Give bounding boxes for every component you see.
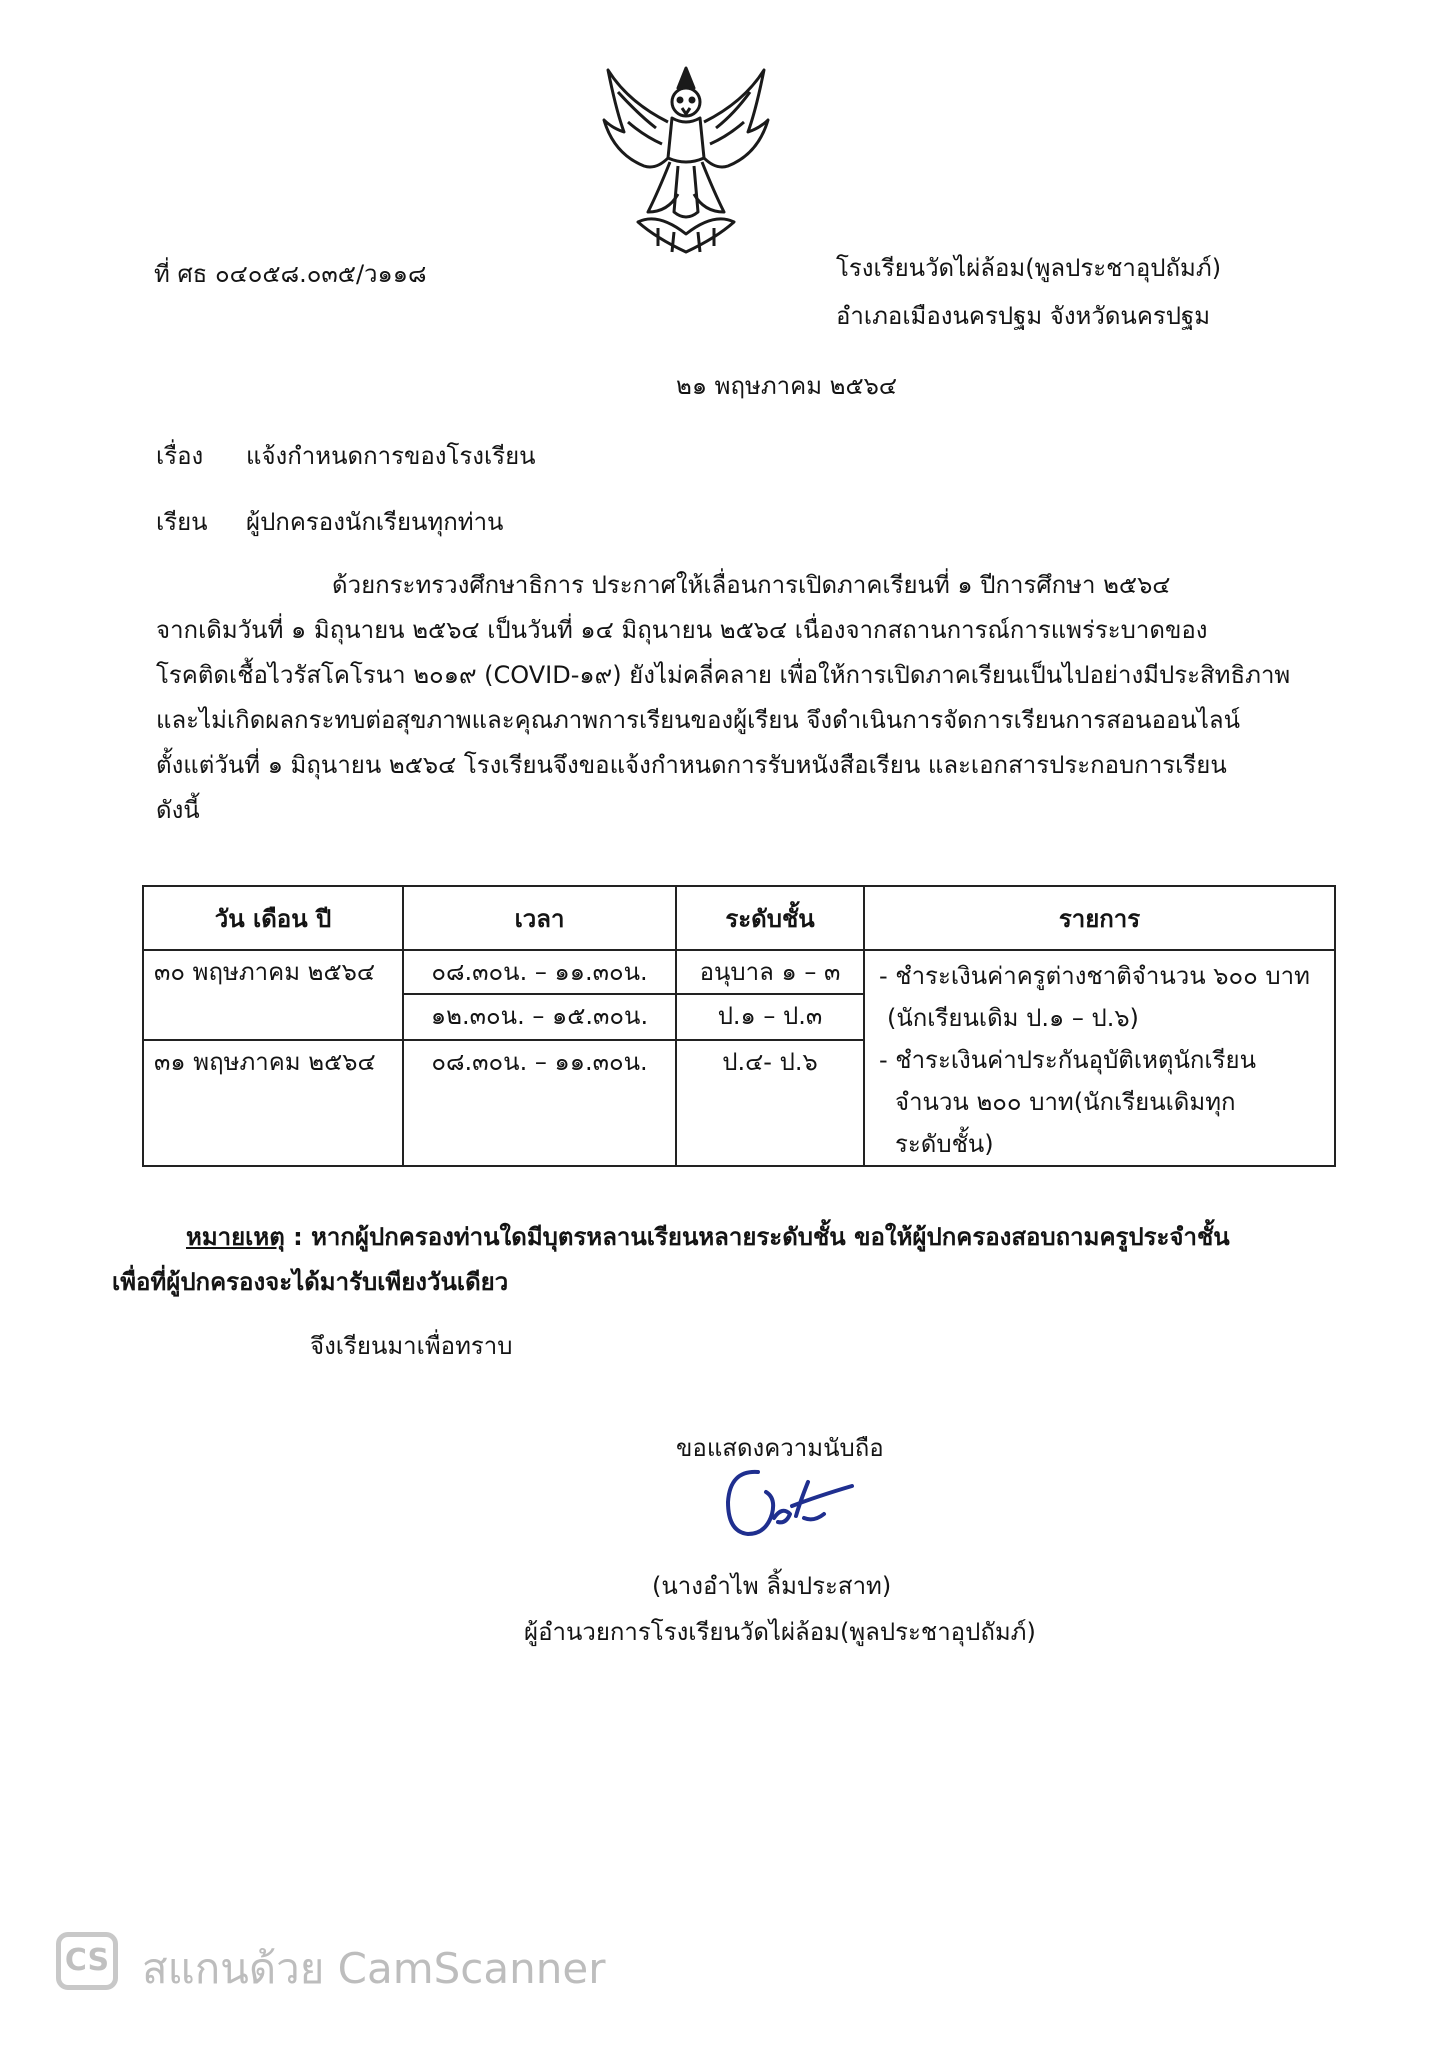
time-value: ๐๘.๓๐น. – ๑๑.๓๐น. <box>431 958 648 986</box>
item-line: - ชำระเงินค่าครูต่างชาติจำนวน ๖๐๐ บาท <box>879 962 1310 990</box>
date-value: ๓๑ พฤษภาคม ๒๕๖๔ <box>154 1048 376 1076</box>
schedule-table <box>142 885 1336 1167</box>
school-name: โรงเรียนวัดไผ่ล้อม(พูลประชาอุปถัมภ์) <box>836 254 1222 282</box>
reference-number: ที่ ศธ ๐๔๐๕๘.๐๓๕/ว๑๑๘ <box>154 260 427 288</box>
body-line: โรคติดเชื้อไวรัสโคโรนา ๒๐๑๙ (COVID-๑๙) ยังไม่คลี่คลาย เพื่อให้การเปิดภาคเรียนเป็นไปอย่างมีประสิทธิภาพ <box>156 661 1291 689</box>
garuda-emblem-icon <box>598 62 774 258</box>
recipient-label: เรียน <box>156 508 208 536</box>
column-header-items: รายการ <box>864 886 1335 950</box>
camscanner-logo-icon: CS <box>56 1932 118 1990</box>
item-line: - ชำระเงินค่าประกันอุบัติเหตุนักเรียน <box>879 1046 1256 1074</box>
level-value: ป.๑ – ป.๓ <box>677 993 863 1037</box>
sign-off: ขอแสดงความนับถือ <box>676 1434 884 1462</box>
signer-position: ผู้อำนวยการโรงเรียนวัดไผ่ล้อม(พูลประชาอุปถัมภ์) <box>524 1618 1036 1646</box>
signer-name: (นางอำไพ ลิ้มประสาท) <box>652 1572 892 1600</box>
time-cell <box>403 1040 676 1166</box>
body-line: จากเดิมวันที่ ๑ มิถุนายน ๒๕๖๔ เป็นวันที่ ๑๔ มิถุนายน ๒๕๖๔ เนื่องจากสถานการณ์การแพร่ระบาดของ <box>156 616 1208 644</box>
subject-text: แจ้งกำหนดการของโรงเรียน <box>246 442 536 470</box>
time-value: ๐๘.๓๐น. – ๑๑.๓๐น. <box>431 1048 648 1076</box>
time-value: ๑๒.๓๐น. – ๑๕.๓๐น. <box>404 993 675 1037</box>
note-text: : หากผู้ปกครองท่านใดมีบุตรหลานเรียนหลายระดับชั้น ขอให้ผู้ปกครองสอบถามครูประจำชั้น <box>284 1223 1230 1251</box>
level-value: อนุบาล ๑ – ๓ <box>699 958 841 986</box>
subject-label: เรื่อง <box>156 442 204 470</box>
body-line: ตั้งแต่วันที่ ๑ มิถุนายน ๒๕๖๔ โรงเรียนจึงขอแจ้งกำหนดการรับหนังสือเรียน และเอกสารประกอบการเรียน <box>156 751 1227 779</box>
time-cell <box>403 950 676 1040</box>
signature-icon <box>722 1462 858 1548</box>
body-line: ด้วยกระทรวงศึกษาธิการ ประกาศให้เลื่อนการเปิดภาคเรียนที่ ๑ ปีการศึกษา ๒๕๖๔ <box>332 571 1171 599</box>
school-address: อำเภอเมืองนครปฐม จังหวัดนครปฐม <box>836 302 1211 330</box>
closing-text: จึงเรียนมาเพื่อทราบ <box>310 1332 513 1360</box>
level-cell <box>676 950 864 1040</box>
table-header-row <box>143 886 1335 950</box>
note-line-2: เพื่อที่ผู้ปกครองจะได้มารับเพียงวันเดียว <box>112 1268 509 1296</box>
body-line: ดังนี้ <box>156 796 200 824</box>
table-row <box>143 950 1335 1040</box>
column-header-level: ระดับชั้น <box>676 886 864 950</box>
date-cell <box>143 950 403 1040</box>
items-cell <box>864 950 1335 1166</box>
note-line-1 <box>186 1217 1230 1256</box>
camscanner-watermark: สแกนด้วย CamScanner <box>142 1944 606 1993</box>
level-cell <box>676 1040 864 1166</box>
note-label: หมายเหตุ <box>186 1223 285 1251</box>
item-line: จำนวน ๒๐๐ บาท(นักเรียนเดิมทุก <box>895 1088 1236 1116</box>
body-paragraph <box>156 563 1291 833</box>
body-line: และไม่เกิดผลกระทบต่อสุขภาพและคุณภาพการเรียนของผู้เรียน จึงดำเนินการจัดการเรียนการสอนออนไลน์ <box>156 706 1240 734</box>
column-header-time: เวลา <box>403 886 676 950</box>
date-value: ๓๐ พฤษภาคม ๒๕๖๔ <box>154 958 376 986</box>
date-cell <box>143 1040 403 1166</box>
item-line: (นักเรียนเดิม ป.๑ – ป.๖) <box>887 1004 1139 1032</box>
recipient-text: ผู้ปกครองนักเรียนทุกท่าน <box>246 508 504 536</box>
letter-date: ๒๑ พฤษภาคม ๒๕๖๔ <box>676 372 898 400</box>
level-value: ป.๔- ป.๖ <box>722 1048 818 1076</box>
item-line: ระดับชั้น) <box>895 1130 994 1158</box>
column-header-date: วัน เดือน ปี <box>143 886 403 950</box>
